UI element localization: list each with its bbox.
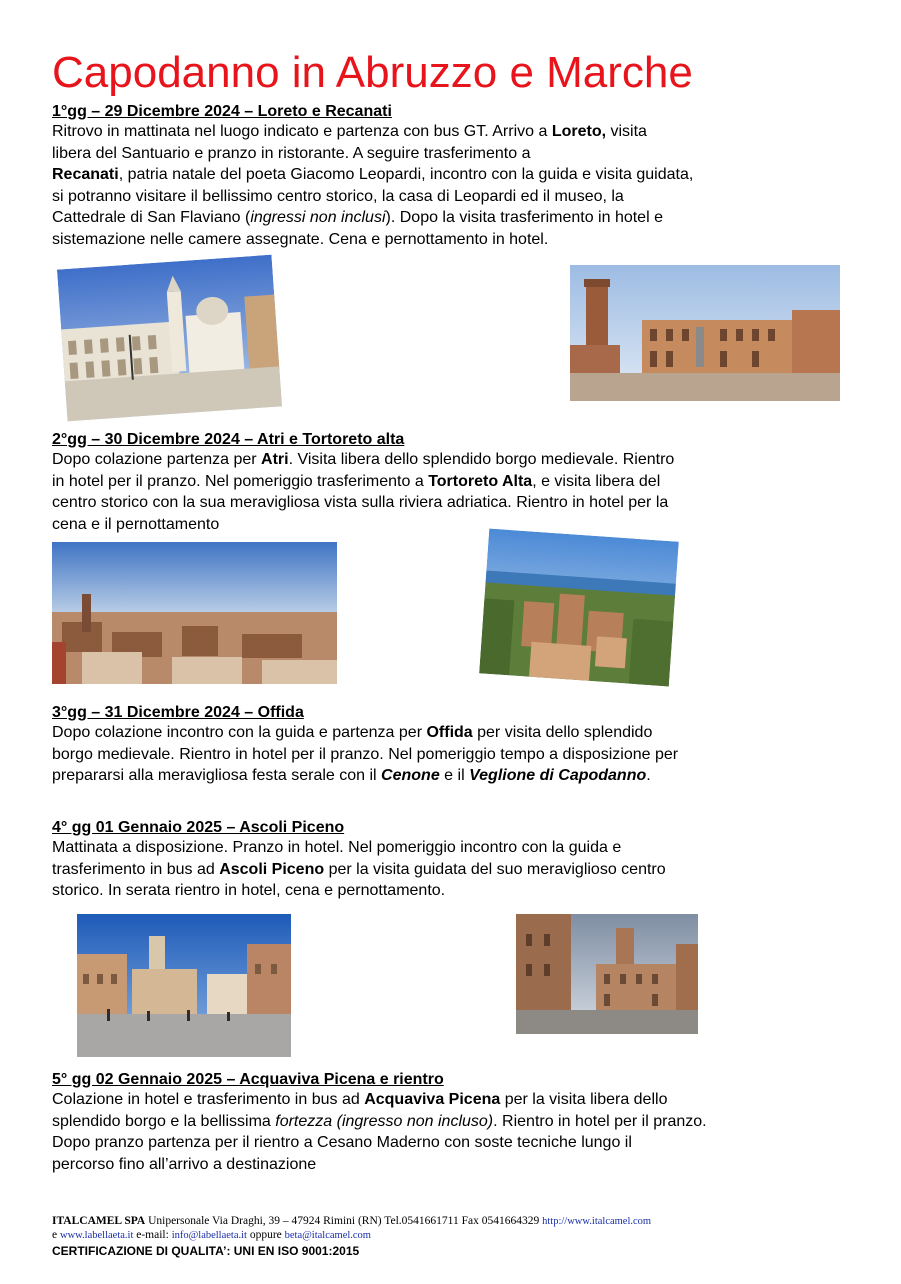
text-run: . xyxy=(646,767,651,784)
text-run: prepararsi alla meravigliosa festa serale con il xyxy=(52,767,382,784)
ascoli-piceno-photo xyxy=(77,914,291,1057)
text-run: centro storico con la sua meravigliosa vista sulla riviera adriatica. Rientro in hotel per la xyxy=(52,494,669,511)
email1-link[interactable]: info@labellaeta.it xyxy=(171,1230,247,1241)
text-run: sistemazione nelle camere assegnate. Cena e pernottamento in hotel. xyxy=(52,230,549,248)
text-run: Veglione di Capodanno xyxy=(469,767,647,784)
text-run: borgo medievale. Rientro in hotel per il pranzo. Nel pomeriggio tempo a disposizione per xyxy=(52,745,679,763)
text-run: in hotel per il pranzo. Nel pomeriggio trasferimento a xyxy=(52,472,429,490)
day-4-heading: 4° gg 01 Gennaio 2025 – Ascoli Piceno xyxy=(52,819,345,836)
loreto-photo xyxy=(57,255,282,422)
description-line xyxy=(52,837,852,859)
recanati-photo xyxy=(570,265,840,401)
description-line xyxy=(52,449,852,471)
text-run: . Visita libera dello splendido borgo medievale. Rientro xyxy=(288,451,675,468)
description-line xyxy=(52,1154,852,1176)
text-run: Ascoli Piceno xyxy=(219,860,325,878)
text-run: visita xyxy=(606,123,647,140)
day-5-heading: 5° gg 02 Gennaio 2025 – Acquaviva Picena e rientro xyxy=(52,1071,444,1088)
description-line xyxy=(52,1111,852,1133)
description-line xyxy=(52,229,852,251)
day-3-heading: 3°gg – 31 Dicembre 2024 – Offida xyxy=(52,704,304,721)
description-line xyxy=(52,186,852,208)
text-run: Dopo colazione partenza per xyxy=(52,451,262,468)
description-line xyxy=(52,880,852,902)
description-line xyxy=(52,765,852,787)
company-address: Unipersonale Via Draghi, 39 – 47924 Rimini (RN) Tel.0541661711 Fax 0541664329 xyxy=(145,1215,543,1227)
description-line xyxy=(52,164,852,186)
text-run: Ritrovo in mattinata nel luogo indicato e partenza con bus GT. Arrivo a xyxy=(52,123,552,140)
page-title: Capodanno in Abruzzo e Marche xyxy=(52,48,693,97)
day-1-description xyxy=(52,121,852,250)
atri-panorama-photo xyxy=(52,542,337,684)
text-run: Mattinata a disposizione. Pranzo in hotel. Nel pomeriggio incontro con la guida e xyxy=(52,839,622,856)
footer-line-1 xyxy=(52,1215,651,1228)
text-run: per la visita libera dello xyxy=(500,1091,668,1108)
day-5-description xyxy=(52,1089,852,1175)
text-run: per la visita guidata del suo meraviglioso centro xyxy=(324,860,666,878)
footer-and: e xyxy=(52,1229,60,1241)
acquaviva-picena-photo xyxy=(516,914,698,1034)
description-line xyxy=(52,1089,852,1111)
text-run: Atri xyxy=(261,451,289,468)
text-run: storico. In serata rientro in hotel, cena e pernottamento. xyxy=(52,882,446,899)
text-run: percorso fino all’arrivo a destinazione xyxy=(52,1155,317,1173)
text-run: ). Dopo la visita trasferimento in hotel e xyxy=(385,209,663,226)
text-run: trasferimento in bus ad xyxy=(52,860,220,878)
description-line xyxy=(52,859,852,881)
website-link[interactable]: http://www.italcamel.com xyxy=(542,1216,652,1227)
text-run: e il xyxy=(439,767,470,784)
text-run: Offida xyxy=(426,724,473,741)
text-run: Dopo colazione incontro con la guida e partenza per xyxy=(52,724,427,741)
footer-oppure: oppure xyxy=(246,1229,285,1241)
day-3-description xyxy=(52,722,852,787)
description-line xyxy=(52,744,852,766)
text-run: Dopo pranzo partenza per il rientro a Cesano Maderno con soste tecniche lungo il xyxy=(52,1134,632,1151)
text-run: Recanati xyxy=(52,166,119,183)
text-run: Colazione in hotel e trasferimento in bus ad xyxy=(52,1091,365,1108)
text-run: per visita dello splendido xyxy=(472,724,653,741)
description-line xyxy=(52,207,852,229)
text-run: Cattedrale di San Flaviano ( xyxy=(52,209,251,226)
text-run: . Rientro in hotel per il pranzo. xyxy=(493,1112,707,1130)
text-run: si potranno visitare il bellissimo centro storico, la casa di Leopardi ed il museo, la xyxy=(52,187,624,205)
footer-line-2 xyxy=(52,1229,371,1242)
company-name: ITALCAMEL SPA xyxy=(52,1215,146,1227)
text-run: , e visita libera del xyxy=(532,472,661,490)
email-label: e-mail: xyxy=(133,1229,172,1241)
text-run: fortezza (ingresso non incluso) xyxy=(275,1112,494,1130)
day-2-description xyxy=(52,449,852,535)
text-run: cena e il pernottamento xyxy=(52,515,220,533)
day-2-heading: 2°gg – 30 Dicembre 2024 – Atri e Tortoreto alta xyxy=(52,431,405,448)
description-line xyxy=(52,514,852,536)
day-1-heading: 1°gg – 29 Dicembre 2024 – Loreto e Recanati xyxy=(52,103,392,120)
description-line xyxy=(52,121,852,143)
text-run: Tortoreto Alta xyxy=(428,472,533,490)
email2-link[interactable]: beta@italcamel.com xyxy=(284,1230,371,1241)
certification: CERTIFICAZIONE DI QUALITA’: UNI EN ISO 9001:2015 xyxy=(52,1244,360,1258)
text-run: Acquaviva Picena xyxy=(364,1091,501,1108)
description-line xyxy=(52,471,852,493)
description-line xyxy=(52,1132,852,1154)
text-run: libera del Santuario e pranzo in ristorante. A seguire trasferimento a xyxy=(52,144,531,162)
text-run: Cenone xyxy=(381,767,440,784)
description-line xyxy=(52,143,852,165)
tortoreto-aerial-photo xyxy=(479,529,679,687)
text-run: splendido borgo e la bellissima xyxy=(52,1112,276,1130)
day-4-description xyxy=(52,837,852,902)
text-run: Loreto, xyxy=(551,123,607,140)
website2-link[interactable]: www.labellaeta.it xyxy=(59,1230,134,1241)
description-line xyxy=(52,492,852,514)
text-run: , patria natale del poeta Giacomo Leopardi, incontro con la guida e visita guidata, xyxy=(118,166,694,183)
description-line xyxy=(52,722,852,744)
text-run: ingressi non inclusi xyxy=(250,209,386,226)
